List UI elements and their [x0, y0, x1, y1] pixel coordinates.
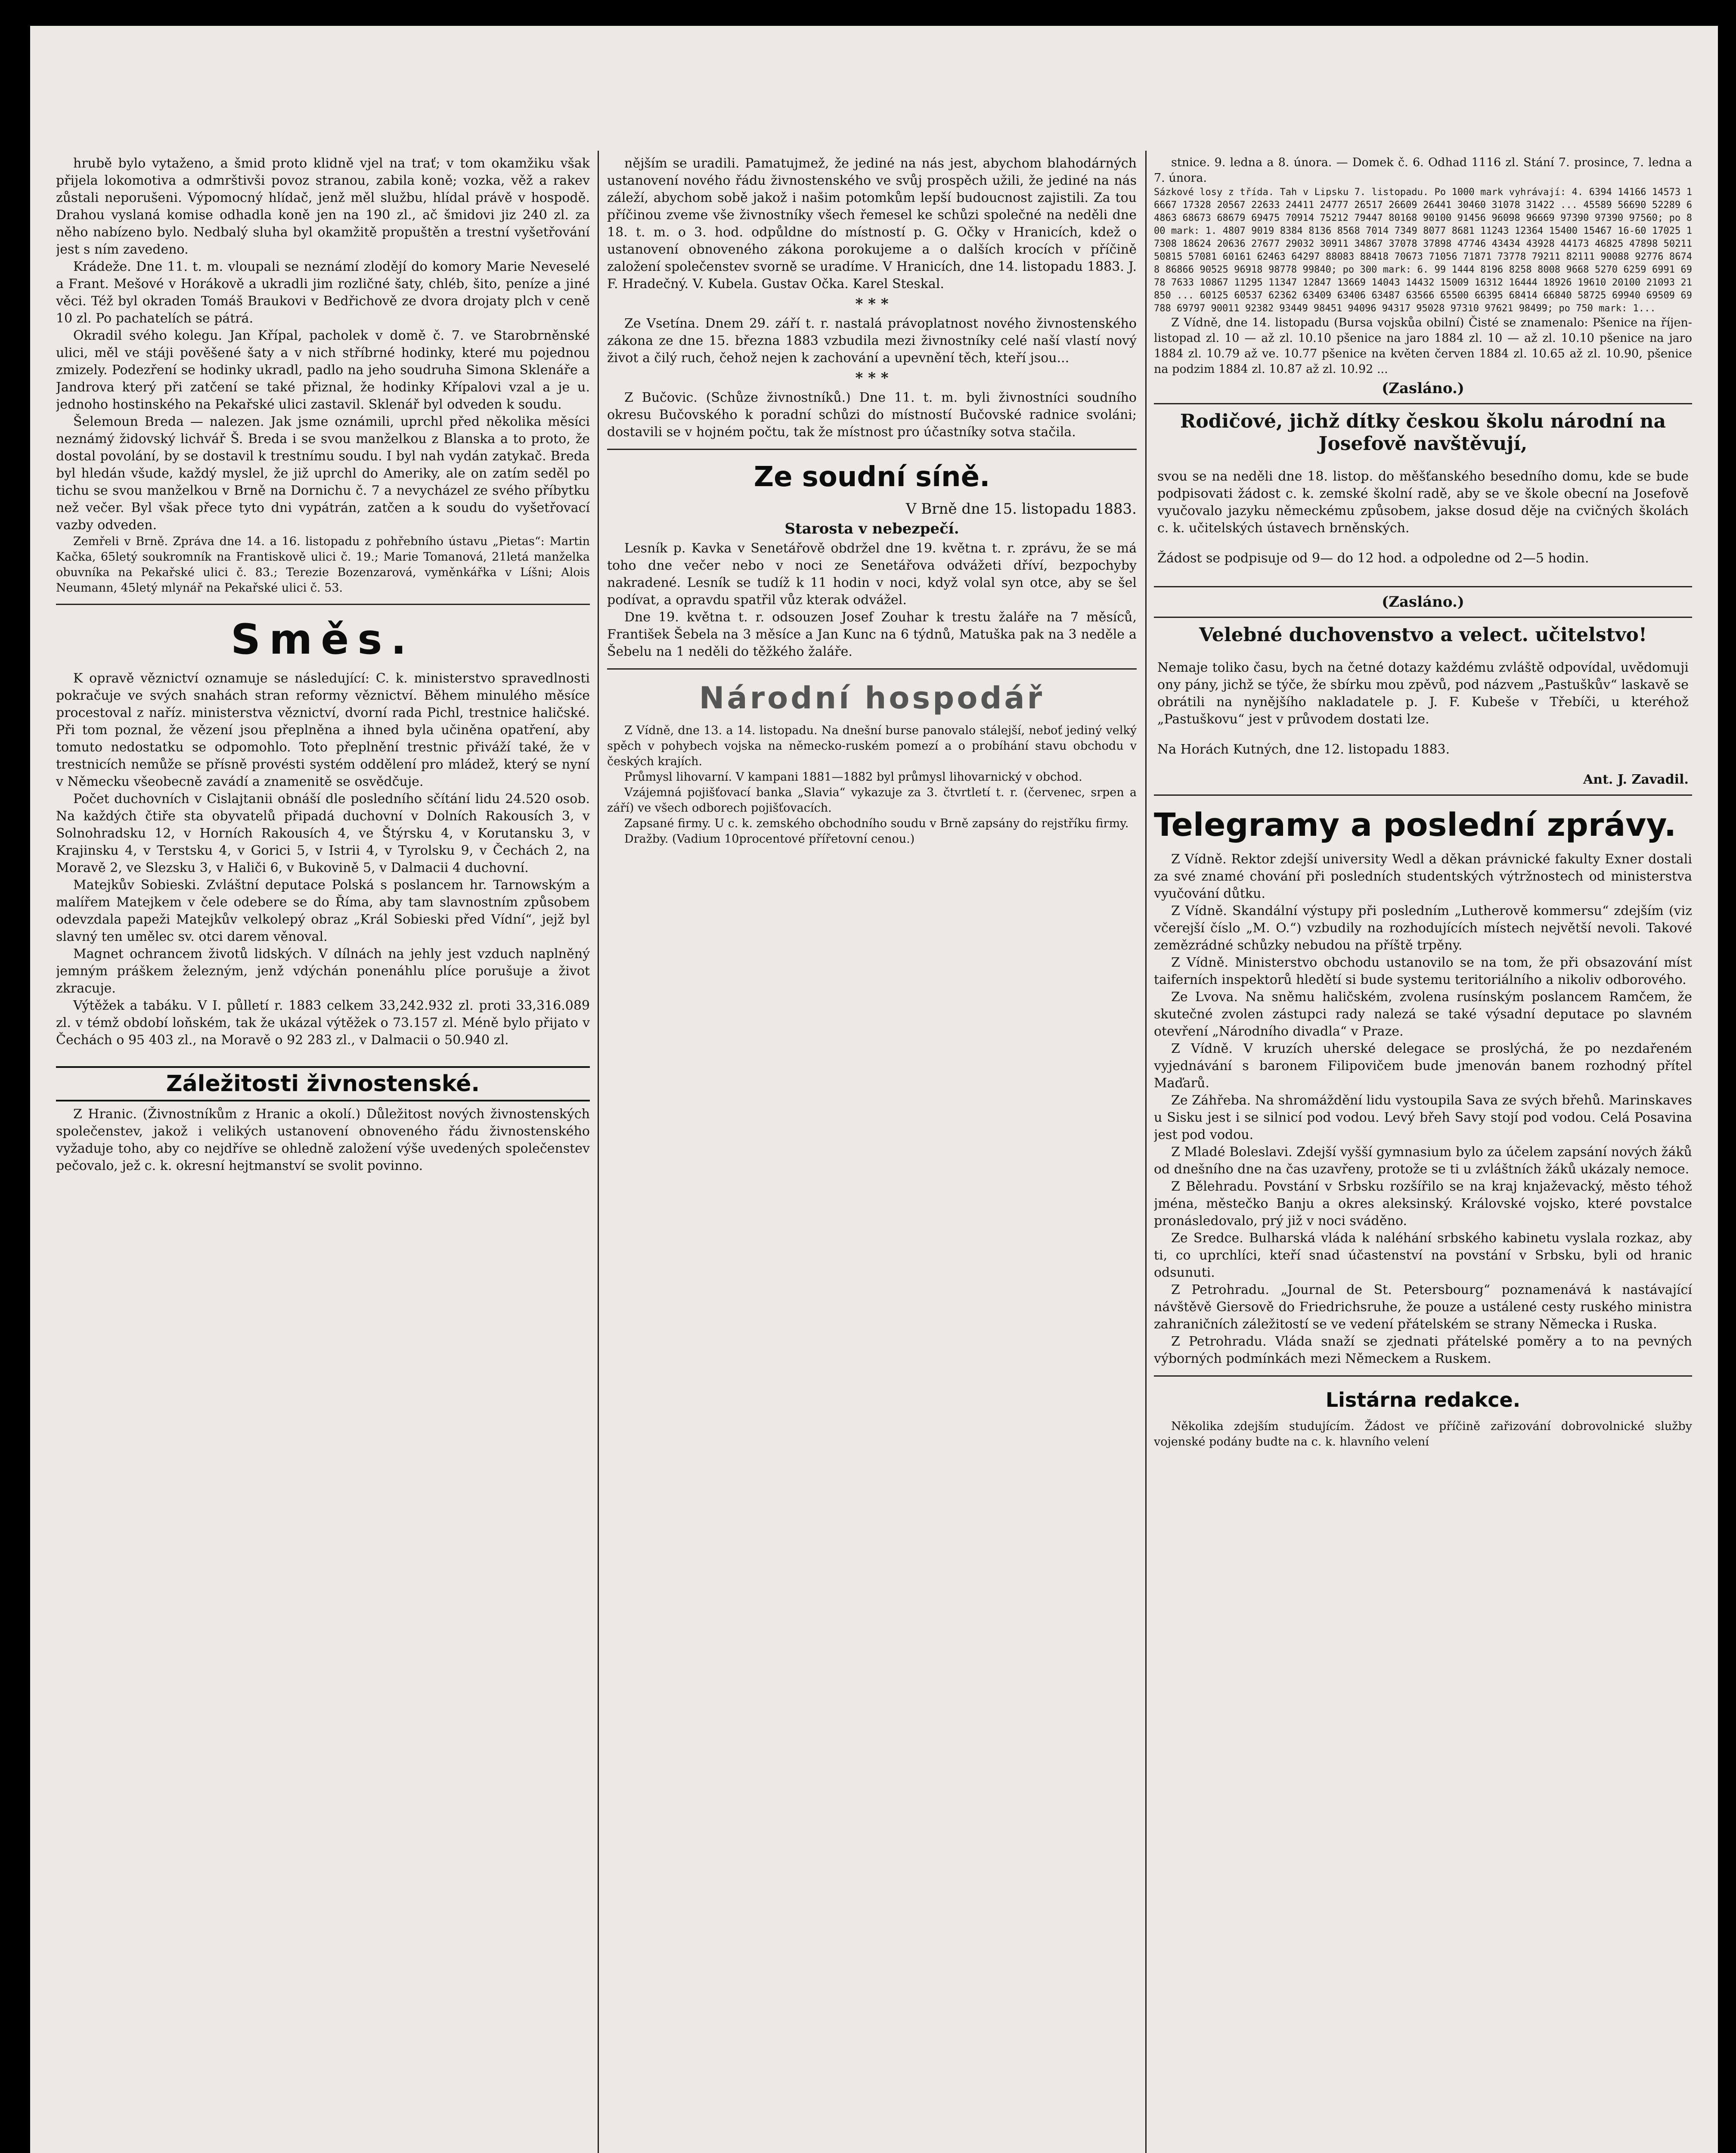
news-item: Okradil svého kolegu. Jan Křípal, pacholek v domě č. 7. ve Starobrněnské ulici, měl ve stáji pověšené šaty a v nich stříbrné hodinky, které mu pojednou zmizely. Podezření se hodinky ukradl, padlo na jeho soudruha Simona Sklenáře a Jandrova který při zatčení se také přiznal, že hodinky Křípalovi vzal a je u. jednoho hostinského na Pekařské ulici zastavil. Sklenář byl odveden k soudu. — [56, 328, 590, 412]
telegram-item: Z Vídně. Ministerstvo obchodu ustanovilo se na tom, že při obsazování míst taiferních inspektorů hledětí si bude systemu teritoriálního a nikoliv odborového. — [1154, 955, 1692, 987]
ad-title: Velebné duchovenstvo a velect. učitelstvo! — [1199, 624, 1647, 646]
advertisement — [1154, 617, 1692, 796]
telegram-item: Z Petrohradu. Vláda snaží se zjednati přátelské poměry a to na pevných výborných podmínkách mezi Německem a Ruskem. — [1154, 1334, 1692, 1366]
article-paragraph: Několika zdejším studujícím. Žádost ve příčině zařizování dobrovolnické služby vojenské podány budte na c. k. hlavního velení — [1154, 1419, 1692, 1449]
telegram-item: Ze Lvova. Na sněmu haličském, zvolena rusínským poslancem Ramčem, že skutečné zvolen zástupci rady nalezá se také výsadní deputace po slavném otevření „Národního divadla“ v Praze. — [1154, 989, 1692, 1039]
news-item: Krádeže. Dne 11. t. m. vloupali se neznámí zlodějí do komory Marie Neveselé a Frant. Mešové v Horákově a ukradli jim rozličné šaty, chléb, šito, peníze a jiné věci. Též byl okraden Tomáš Braukovi v Bedřichově ze dvora drojaty plch v ceně 10 zl. Po pachatelích se pátrá. — [56, 259, 590, 326]
newspaper-page — [30, 26, 1718, 2153]
article-paragraph: Lesník p. Kavka v Senetářově obdržel dne 19. května t. r. zprávu, že se má toho dne večer nebo v noci ze Senetářova odvážeti dříví, bezpochyby nakradené. Lesník se tudíž k 11 hodin v noci, když volal syn otce, aby se šel podívat, a opravdu spatřil vůz kterak odvážel. — [607, 541, 1137, 608]
ad-body: Nemaje toliko času, bych na četné dotazy každému zvláště odpovídal, uvědomuji ony pány, jichž se týče, že sbírku mou zpěvů, pod názvem „Pastuškův“ laskavě se obrátili na nynějšího nakladatele p. J. F. Kubeše v Třebíči, u kteréhož „Pastuškovu“ jest v průvodem dostati lze. — [1157, 660, 1689, 727]
column-left — [56, 155, 590, 2153]
article-paragraph: Z Vídně, dne 13. a 14. listopadu. Na dnešní burse panovalo stálejší, neboť jediný velký spěch v pohybech vojska na německo-ruském pomezí a o probíhání stavu obchodu v českých krajích. — [607, 723, 1137, 768]
news-item: Zemřeli v Brně. Zpráva dne 14. a 16. listopadu z pohřebního ústavu „Pietas“: Martin Kačka, 65letý soukromník na Frantiskově ulici č. 19.; Marie Tomanová, 21letá manželka obuvníka na Pekařské ulici č. 83.; Terezie Bozenzarová, vyměnkářka v Líšni; Alois Neumann, 45letý mlynář na Pekařské ulici č. 53. — [56, 535, 590, 595]
section-heading: Záležitosti živnostenské. — [56, 1066, 590, 1102]
separator-stars: * * * — [855, 295, 889, 313]
section-rule — [607, 449, 1137, 450]
section-heading: Národní hospodář — [699, 680, 1045, 716]
telegram-item: Z Vídně. Rektor zdejší university Wedl a děkan právnické fakulty Exner dostali za své znamé chování při posledních studentských výtržnostech od ministerstva vyučování důtku. — [1154, 851, 1692, 901]
article-paragraph: Dne 19. května t. r. odsouzen Josef Zouhar k trestu žaláře na 7 měsíců, František Šebela na 3 měsíce a Jan Kunc na 6 týdnů, Matuška pak na 3 neděle a Šebelu na 1 neděli do těžkého žaláře. — [607, 610, 1137, 660]
article-paragraph: Průmysl lihovarní. V kampani 1881—1882 byl průmysl lihovarnický v obchod. — [624, 770, 1082, 784]
lottery-number-table: Sázkové losy z třída. Tah v Lipsku 7. listopadu. Po 1000 mark vyhrávají: 4. 6394 14166 14573 16667 17328 20567 22633 24411 24777 26517 26609 26441 30460 31078 31422 ... 45589 56690 52289 64863 68673 68679 69475 70914 75212 79447 80168 90100 91456 96098 96669 97390 97390 97560; po 800 mark: 1. 4807 9019 8384 8136 8568 7014 7349 8077 8681 11243 12364 15400 15467 16-60 17025 17308 18624 20636 27677 29032 30911 34867 37078 37898 47746 43434 43928 44173 46825 47898 50211 50815 57081 60161 62463 64297 88083 88418 70673 71056 71871 73778 79211 82111 90088 92776 86748 86866 90525 96918 98778 99840; po 300 mark: 6. 99 1444 8196 8258 8008 9668 5270 6259 6991 6978 7633 10867 11295 11347 12847 13669 14043 14432 15009 16312 16444 18926 19610 20100 21093 21850 ... 60125 60537 62362 63409 63406 63487 63566 65500 66395 68414 66840 58725 69940 69509 69788 69797 90011 92382 93449 98451 94096 94317 95028 97310 97621 98499; po 750 mark: 1... — [1154, 187, 1692, 314]
news-item: Šelemoun Breda — nalezen. Jak jsme oznámili, uprchl před několika měsíci neznámý židovský lichvář Š. Breda i se svou manželkou z Blanska a to proto, že dostal povolání, by se dostavil k trestnímu soudu. I byl nah vydán zatykač. Breda byl hledán všude, každý myslel, že již uprchl do Ameriky, ale on zatím seděl po tichu se svou manželkou v Brně na Dornichu č. 7 a nevycházel ze svého příbytku než večer. Byl však přece tyto dni vypátrán, zatčen a k soudu do vyšetřovací vazby odveden. — [56, 414, 590, 533]
column-right — [1154, 155, 1692, 2153]
section-rule — [607, 668, 1137, 670]
article-paragraph: Magnet ochrancem životů lidských. V dílnách na jehly jest vzduch naplněný jemným práškem železným, jenž vdýchán ponenáhlu plíce porušuje a život zkracuje. — [56, 946, 590, 996]
column-divider — [1145, 151, 1147, 2153]
section-rule — [56, 604, 590, 605]
telegram-item: Z Bělehradu. Povstání v Srbsku rozšířilo se na kraj knjaževacký, město téhož jména, městečko Banju a okres aleksinský. Královské vojsko, které povstalce pronásledovalo, prý již v noci sváděno. — [1154, 1179, 1692, 1229]
telegram-item: Z Mladé Boleslavi. Zdejší vyšší gymnasium bylo za účelem zapsání nových žáků od dnešního dne na čas uzavřeny, protože se ti u zvláštních žáků ukázaly nemoce. — [1154, 1144, 1692, 1177]
article-paragraph: Počet duchovních v Cislajtanii obnáší dle posledního sčítání lidu 24.520 osob. Na každých čtiře sta obyvatelů připadá duchovní v Dolních Rakousích 3, v Solnohradsku 12, v Horních Rakousích 4, ve Štýrsku 4, v Korutansku 3, v Krajinsku 4, v Terstsku 4, v Gorici 5, v Istrii 4, v Tyrolsku 9, v Čechách 2, na Moravě 2, ve Slezsku 3, v Haliči 6, v Bukovině 5, v Dalmacii 4 duchovní. — [56, 791, 590, 875]
article-paragraph: stnice. 9. ledna a 8. února. — Domek č. 6. Odhad 1116 zl. Stání 7. prosince, 7. ledna a 7. února. — [1154, 156, 1692, 185]
telegram-item: Z Petrohradu. „Journal de St. Petersbourg“ poznamenává k nastávající návštěvě Giersově do Friedrichsruhe, že pouze a ustálené cesty ruského ministra zahraničních záležitostí se ve vedení přátelském se strany Německa i Ruska. — [1154, 1282, 1692, 1332]
article-paragraph: Z Bučovic. (Schůze živnostníků.) Dne 11. t. m. byli živnostníci soudního okresu Bučovského k poradní schůzi do místností Bučovské radnice svoláni; dostavili se v hojném počtu, tak že místnost pro účastníky sotva stačila. — [607, 390, 1137, 440]
advertisement — [1154, 403, 1692, 587]
section-heading: Listárna redakce. — [1325, 1388, 1521, 1412]
article-paragraph: Ze Vsetína. Dnem 29. září t. r. nastalá právoplatnost nového živnostenského zákona ze dne 15. března 1883 vzbudila mezi živnostníky celé naší vlastí nový život a čilý ruch, čehož nejen k zachování a upevnění těch, kteří jsou... — [607, 316, 1137, 366]
section-rule — [1154, 1375, 1692, 1377]
telegram-item: Ze Sredce. Bulharská vláda k naléhání srbského kabinetu vyslala rozkaz, aby ti, co uprchlíci, kteří snad účastenství na povstání v Srbsku, byli od hranic odsunuti. — [1154, 1230, 1692, 1280]
article-paragraph: Vzájemná pojišťovací banka „Slavia“ vykazuje za 3. čtvrtletí t. r. (červenec, srpen a září) ve všech odborech pojišťovacích. — [607, 785, 1137, 815]
telegram-item: Ze Záhřeba. Na shromáždění lidu vystoupila Sava ze svých břehů. Marinskaves u Sisku jest i se silnicí pod vodou. Levý břeh Savy stojí pod vodou. Celá Posavina jest pod vodou. — [1154, 1092, 1692, 1142]
section-heading: Ze soudní síně. — [753, 461, 990, 493]
separator-stars: * * * — [855, 369, 889, 387]
section-heading: Směs. — [231, 615, 415, 664]
ad-signature: Ant. J. Zavadil. — [1583, 772, 1689, 787]
exchange-report: Z Vídně, dne 14. listopadu (Bursa vojskůa obilní) Čisté se znamenalo: Pšenice na říjen-listopad zl. 10 — až zl. 10.10 pšenice na jaro 1884 zl. 10 — až zl. 10.10 pšenice na jaro 1884 zl. 10.79 až ve. 10.77 pšenice na květen červen 1884 zl. 10.65 až zl. 10.90, pšenice na podzim 1884 zl. 10.87 až zl. 10.92 ... — [1154, 316, 1692, 376]
article-paragraph: hrubě bylo vytaženo, a šmid proto klidně vjel na trať; v tom okamžiku však přijela lokomotiva a odmrštivši povoz stranou, zabila koně; vozka, věž a rakev zůstali neporušeni. Výpomocný hlídač, jenž měl službu, hlídal právě v hospodě. Drahou vyslaná komise odhadla koně jen na 190 zl., ač šmidovi jiz 240 zl. za něho nabízeno bylo. Nedbalý sluha byl okamžitě propuštěn a trestní vyšetřování jest s ním zavedeno. — [56, 156, 590, 257]
article-paragraph: Dražby. (Vadium 10procentové přířetovní cenou.) — [624, 832, 915, 846]
article-paragraph: Matejkův Sobieski. Zvláštní deputace Polská s poslancem hr. Tarnowským a malířem Matejkem v čele odebere se do Říma, aby tam slavnostním způsobem odevzdala papeži Matejkův velkolepý obraz „Král Sobieski před Vídní“, jejž byl slavný ten umělec sv. otci darem věnoval. — [56, 877, 590, 944]
column-middle — [607, 155, 1137, 2153]
article-title: Starosta v nebezpečí. — [784, 520, 959, 538]
section-heading: Telegramy a poslední zprávy. — [1154, 807, 1677, 844]
article-paragraph: Výtěžek a tabáku. V I. půlletí r. 1883 celkem 33,242.932 zl. proti 33,316.089 zl. v témž období loňském, tak že ukázal výtěžek o 73.157 zl. Méně bylo přijato v Čechách o 95 403 zl., na Moravě o 92 283 zl., v Dalmacii o 50.940 zl. — [56, 998, 590, 1048]
zaslano-label: (Zasláno.) — [1382, 593, 1464, 611]
telegram-item: Z Vídně. Skandální výstupy při posledním „Lutherově kommersu“ zdejším (viz včerejší číslo „M. O.“) vzbudily na rozhodujících místech největší nevoli. Takové zemězrádné schůzky nebudou na příště trpěny. — [1154, 903, 1692, 953]
dateline: V Brně dne 15. listopadu 1883. — [905, 500, 1137, 518]
ad-place-date: Na Horách Kutných, dne 12. listopadu 1883. — [1157, 742, 1450, 757]
telegram-item: Z Vídně. V kruzích uherské delegace se proslýchá, že po nezdařeném vyjednávání s baronem Filipovičem bude jmenován banem rozhodný přítel Maďarů. — [1154, 1041, 1692, 1091]
article-paragraph: K opravě věznictví oznamuje se následující: C. k. ministerstvo spravedlnosti pokračuje ve svých snahách stran reformy věznictví. Během minulého měsíce procestoval z naříz. ministerstva věznictví, dvorní rada Pichl, trestnice haličské. Při tom poznal, že vězení jsou přeplněna a ihned byla učiněna opatření, aby tomuto nedostatku se odpomohlo. Toto přeplnění trestnic přiváží také, že v trestnicích nemůže se přísně provésti systém oddělení pro mládež, který se nyní v Německu všeobecně zavádí a znamenitě se osvědčuje. — [56, 670, 590, 789]
ad-note: Žádost se podpisuje od 9— do 12 hod. a odpoledne od 2—5 hodin. — [1157, 551, 1589, 566]
zaslano-label: (Zasláno.) — [1382, 380, 1464, 397]
article-paragraph: nějším se uradili. Pamatujmež, že jediné na nás jest, abychom blahodárných ustanovení nového řádu živnostenského ve svůj prospěch užili, že jediné na nás záleží, abychom sobě jakož i našim potomkům lepší budoucnost zajistili. Za tou příčinou zveme vše živnostníky všech řemesel ke schůzi společné na neděli dne 18. t. m. o 3. hod. odpůldne do místností p. G. Očky v Hranicích, kdež o ustanovení obnoveného zákona porokujeme a o dalších krocích v příčině založení společenstev svorně se uradíme. V Hranicích, dne 14. listopadu 1883. J. F. Hradečný. V. Kubela. Gustav Očka. Karel Steskal. — [607, 156, 1137, 292]
article-paragraph: Zapsané firmy. U c. k. zemského obchodního soudu v Brně zapsány do rejstříku firmy. — [624, 816, 1129, 830]
column-divider — [598, 151, 599, 2153]
ad-title: Rodičové, jichž dítky českou školu národní na Josefově navštěvují, — [1180, 410, 1666, 455]
article-paragraph: Z Hranic. (Živnostníkům z Hranic a okolí.) Důležitost nových živnostenských společenstev, jakož i velikých ustanovení obnoveného řádu živnostenského vyžaduje toho, aby co nejdříve se ohledně založení výše uvedených společenstev pečovalo, jež c. k. okresní hejtmanství se svolit povinno. — [56, 1107, 590, 1174]
ad-body: svou se na neděli dne 18. listop. do měšťanského besedního domu, kde se bude podpisovati žádost c. k. zemské školní radě, aby se ve škole obecní na Josefově vyučovalo jazyku německému způsobem, jakse dosud děje na cvičných školách c. k. učitelských ústavech brněnských. — [1157, 469, 1689, 536]
